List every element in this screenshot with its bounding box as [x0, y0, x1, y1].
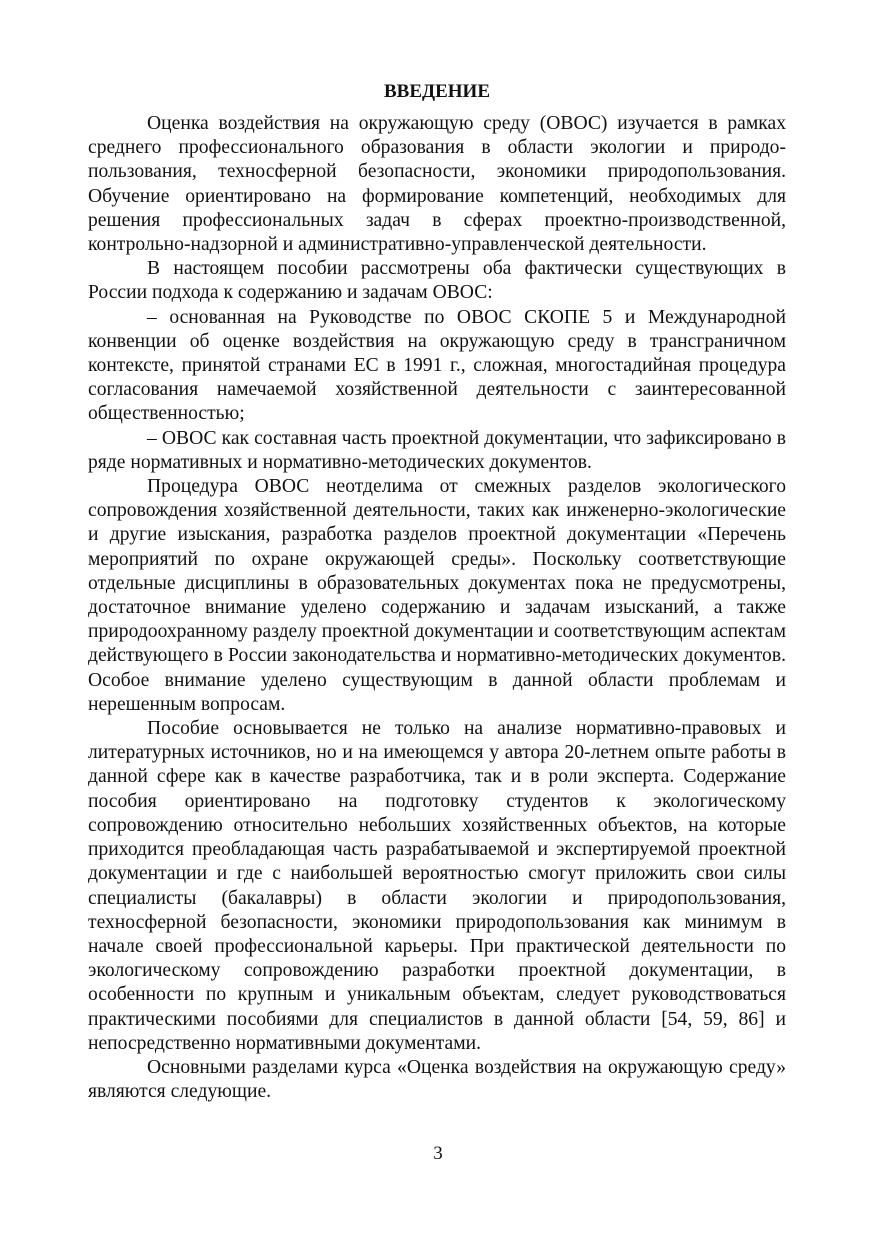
section-heading: ВВЕДЕНИЕ: [384, 81, 490, 102]
document-page: [88, 80, 786, 1104]
page-number: 3: [433, 1143, 443, 1164]
paragraph-intro: Оценка воздействия на окружающую среду (ОВОС) изучается в рамках среднего профессионального образования в области экологии и природопользования, техносферной безопасности, экономики природопользования. Обучение ориентировано на формирование компетенций, необходимых для решения профессиональных задач в сферах проектно-производственной, контрольно-надзорной и административно-управленческой деятельности.: [88, 113, 786, 256]
paragraph-approaches: В настоящем пособии рассмотрены оба фактически существующих в России подхода к содержанию и задачам ОВОС:: [88, 258, 786, 304]
paragraph-sections: Основными разделами курса «Оценка воздействия на окружающую среду» являются следующие.: [88, 1056, 786, 1103]
paragraph-procedure: Процедура ОВОС неотделима от смежных разделов экологического сопровождения хозяйственной деятельности, таких как инженерно-экологические и другие изыскания, разработка разделов проектной документации «Перечень мероприятий по охране окружающей среды». Поскольку соответствующие отдельные дисциплины в образовательных документах пока не предусмотрены, достаточное внимание уделено содержанию и задачам изысканий, а также природоохранному разделу проектной документации и соответствующим аспектам действующего в России законодательства и нормативно-методических документов. Особое внимание уделено существующим в данной области проблемам и нерешенным вопросам.: [88, 476, 786, 715]
list-item-approach-2: – ОВОС как составная часть проектной документации, что зафиксировано в ряде нормативных и нормативно-методических документов.: [88, 427, 786, 473]
paragraph-basis: Пособие основывается не только на анализе нормативно-правовых и литературных источников, но и на имеющемся у автора 20-летнем опыте работы в данной сфере как в качестве разработчика, так и в роли эксперта. Содержание пособия ориентировано на подготовку студентов к экологическому сопровождению относительно небольших хозяйственных объектов, на которые приходится преобладающая часть разрабатываемой и экспертируемой проектной документации и где с наибольшей вероятностью смогут приложить свои силы специалисты (бакалавры) в области экологии и природопользования, техносферной безопасности, экономики природопользования как минимум в начале своей профессиональной карьеры. При практической деятельности по экологическому сопровождению разработки проектной документации, в особенности по крупным и уникальным объектам, следует руководствоваться практическими пособиями для специалистов в данной области [54, 59, 86] и непосредственно нормативными документами.: [88, 718, 786, 1054]
list-item-approach-1: – основанная на Руководстве по ОВОС СКОПЕ 5 и Международной конвенции об оценке воздействия на окружающую среду в трансграничном контексте, принятой странами ЕС в 1991 г., сложная, многостадийная процедура согласования намечаемой хозяйственной деятельности с заинтересованной общественностью;: [88, 306, 786, 425]
